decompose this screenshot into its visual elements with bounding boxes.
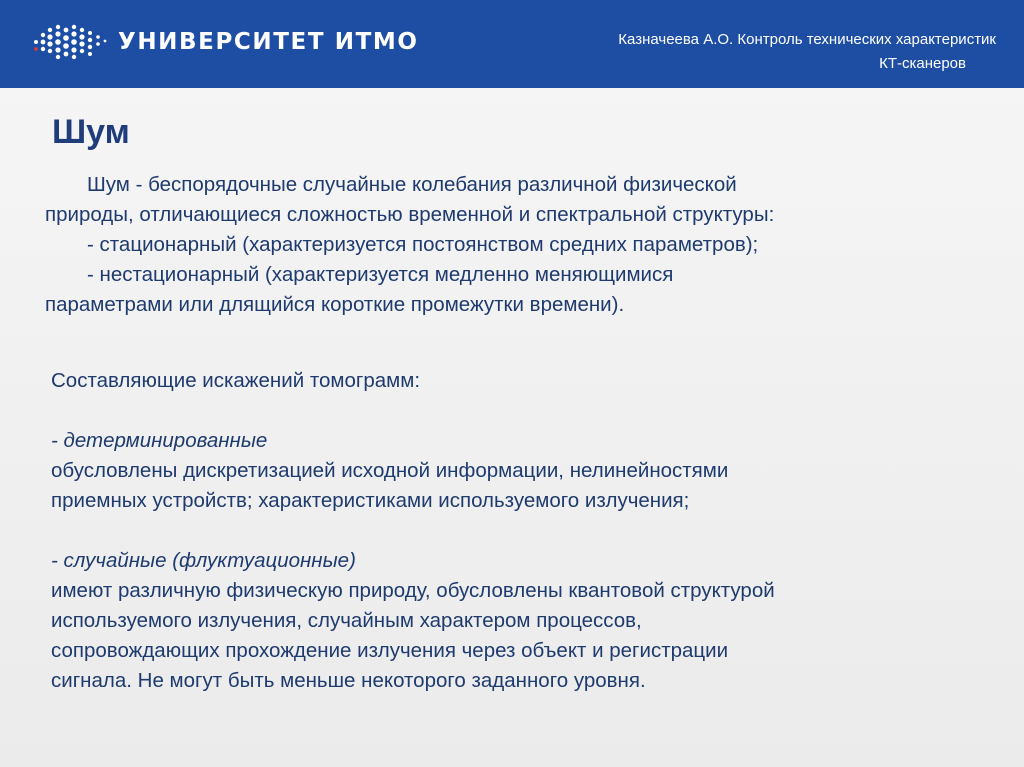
random-line: имеют различную физическую природу, обусловлены квантовой структурой [51, 579, 775, 602]
definition-line: параметрами или длящийся короткие промежутки времени). [45, 293, 625, 316]
definition-line-nonstationary: - нестационарный (характеризуется медленно меняющимися [87, 263, 674, 286]
deterministic-line: обусловлены дискретизацией исходной информации, нелинейностями [51, 459, 729, 482]
definition-line: Шум - беспорядочные случайные колебания различной физической [87, 173, 737, 196]
header-bar [0, 0, 1024, 88]
components-heading: Составляющие искажений томограмм: [51, 369, 421, 392]
random-line: используемого излучения, случайным характером процессов, [51, 609, 642, 632]
distortion-components [51, 366, 971, 696]
definition-line: природы, отличающиеся сложностью временной и спектральной структуры: [45, 203, 775, 226]
itmo-dots-icon [30, 22, 108, 62]
noise-definition [45, 170, 965, 320]
logo-text: УНИВЕРСИТЕТ ИТМО [118, 29, 419, 55]
caption-line-2: КТ-сканеров [879, 55, 966, 72]
random-line: сопровождающих прохождение излучения через объект и регистрации [51, 639, 729, 662]
definition-line-stationary: - стационарный (характеризуется постоянством средних параметров); [87, 233, 759, 256]
random-line: сигнала. Не могут быть меньше некоторого заданного уровня. [51, 669, 646, 692]
slide-title: Шум [52, 113, 130, 151]
header-caption [436, 28, 996, 76]
caption-line-1: Казначеева А.О. Контроль технических характеристик [618, 31, 996, 48]
deterministic-label: - детерминированные [51, 429, 268, 452]
random-label: - случайные (флуктуационные) [51, 549, 356, 572]
itmo-logo[interactable] [30, 20, 419, 64]
deterministic-line: приемных устройств; характеристиками используемого излучения; [51, 489, 690, 512]
